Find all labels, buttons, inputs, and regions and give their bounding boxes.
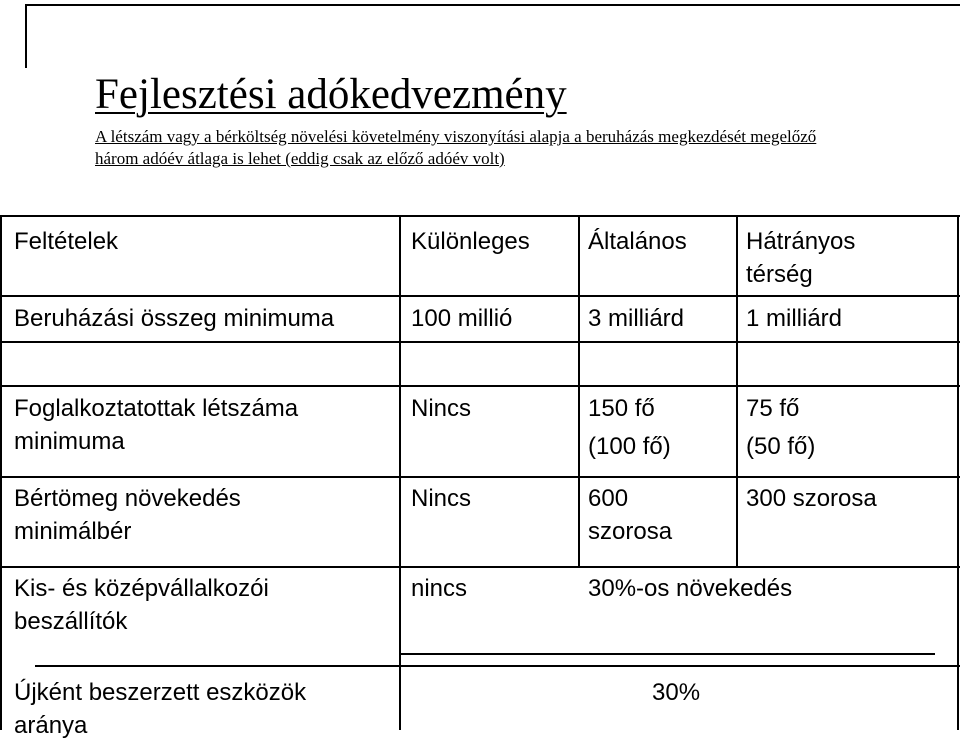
table-border: [399, 215, 401, 730]
header-conditions: Feltételek: [14, 228, 119, 255]
subtitle-line-2: három adóév átlaga is lehet (eddig csak az előző adóév volt): [95, 149, 505, 168]
subtitle-line-1: A létszám vagy a bérköltség növelési követelmény viszonyítási alapja a beruházás megkezdését megelőző: [95, 127, 817, 146]
decorative-left-border: [25, 4, 27, 68]
table-border: [0, 341, 960, 343]
row-label-payroll-line2: minimálbér: [14, 518, 132, 545]
decorative-top-border: [25, 4, 960, 6]
page-subtitle: [95, 126, 955, 170]
cell-merged-value: 30%: [652, 679, 701, 706]
row-label-headcount-line2: minimuma: [14, 428, 125, 455]
header-special: Különleges: [411, 228, 530, 255]
cell-general-line1: 600: [588, 485, 629, 512]
table-border: [957, 215, 959, 730]
table-border: [736, 215, 738, 566]
row-label-new-assets-line2: aránya: [14, 712, 88, 739]
cell-disadvantaged-line2: (50 fő): [746, 433, 816, 460]
cell-general-disadvantaged-merged: 30%-os növekedés: [588, 575, 793, 602]
row-label-suppliers-line1: Kis- és középvállalkozói: [14, 575, 269, 602]
header-general: Általános: [588, 228, 687, 255]
row-label-payroll-line1: Bértömeg növekedés: [14, 485, 241, 512]
page-title: Fejlesztési adókedvezmény: [95, 71, 567, 118]
cell-general-line2: szorosa: [588, 518, 673, 545]
table-border: [0, 566, 960, 568]
cell-special: Nincs: [411, 395, 472, 422]
cell-disadvantaged-line1: 75 fő: [746, 395, 800, 422]
row-label-headcount-line1: Foglalkoztatottak létszáma: [14, 395, 299, 422]
table-border: [35, 665, 960, 667]
table-border: [578, 215, 580, 566]
table-border: [0, 476, 960, 478]
header-disadvantaged-line2: térség: [746, 261, 813, 288]
cell-special: 100 millió: [411, 305, 513, 332]
table-border-top: [0, 215, 960, 217]
cell-special: Nincs: [411, 485, 472, 512]
table-border: [400, 653, 935, 655]
table-border: [0, 215, 2, 730]
table-border: [0, 295, 960, 297]
header-disadvantaged-line1: Hátrányos: [746, 228, 856, 255]
row-label-new-assets-line1: Újként beszerzett eszközök: [14, 679, 307, 706]
row-label-suppliers-line2: beszállítók: [14, 608, 128, 635]
cell-disadvantaged: 300 szorosa: [746, 485, 877, 512]
cell-general-line1: 150 fő: [588, 395, 655, 422]
table-border: [0, 385, 960, 387]
cell-general: 3 milliárd: [588, 305, 685, 332]
cell-disadvantaged: 1 milliárd: [746, 305, 843, 332]
row-label-investment-minimum: Beruházási összeg minimuma: [14, 305, 335, 332]
cell-special: nincs: [411, 575, 468, 602]
cell-general-line2: (100 fő): [588, 433, 671, 460]
